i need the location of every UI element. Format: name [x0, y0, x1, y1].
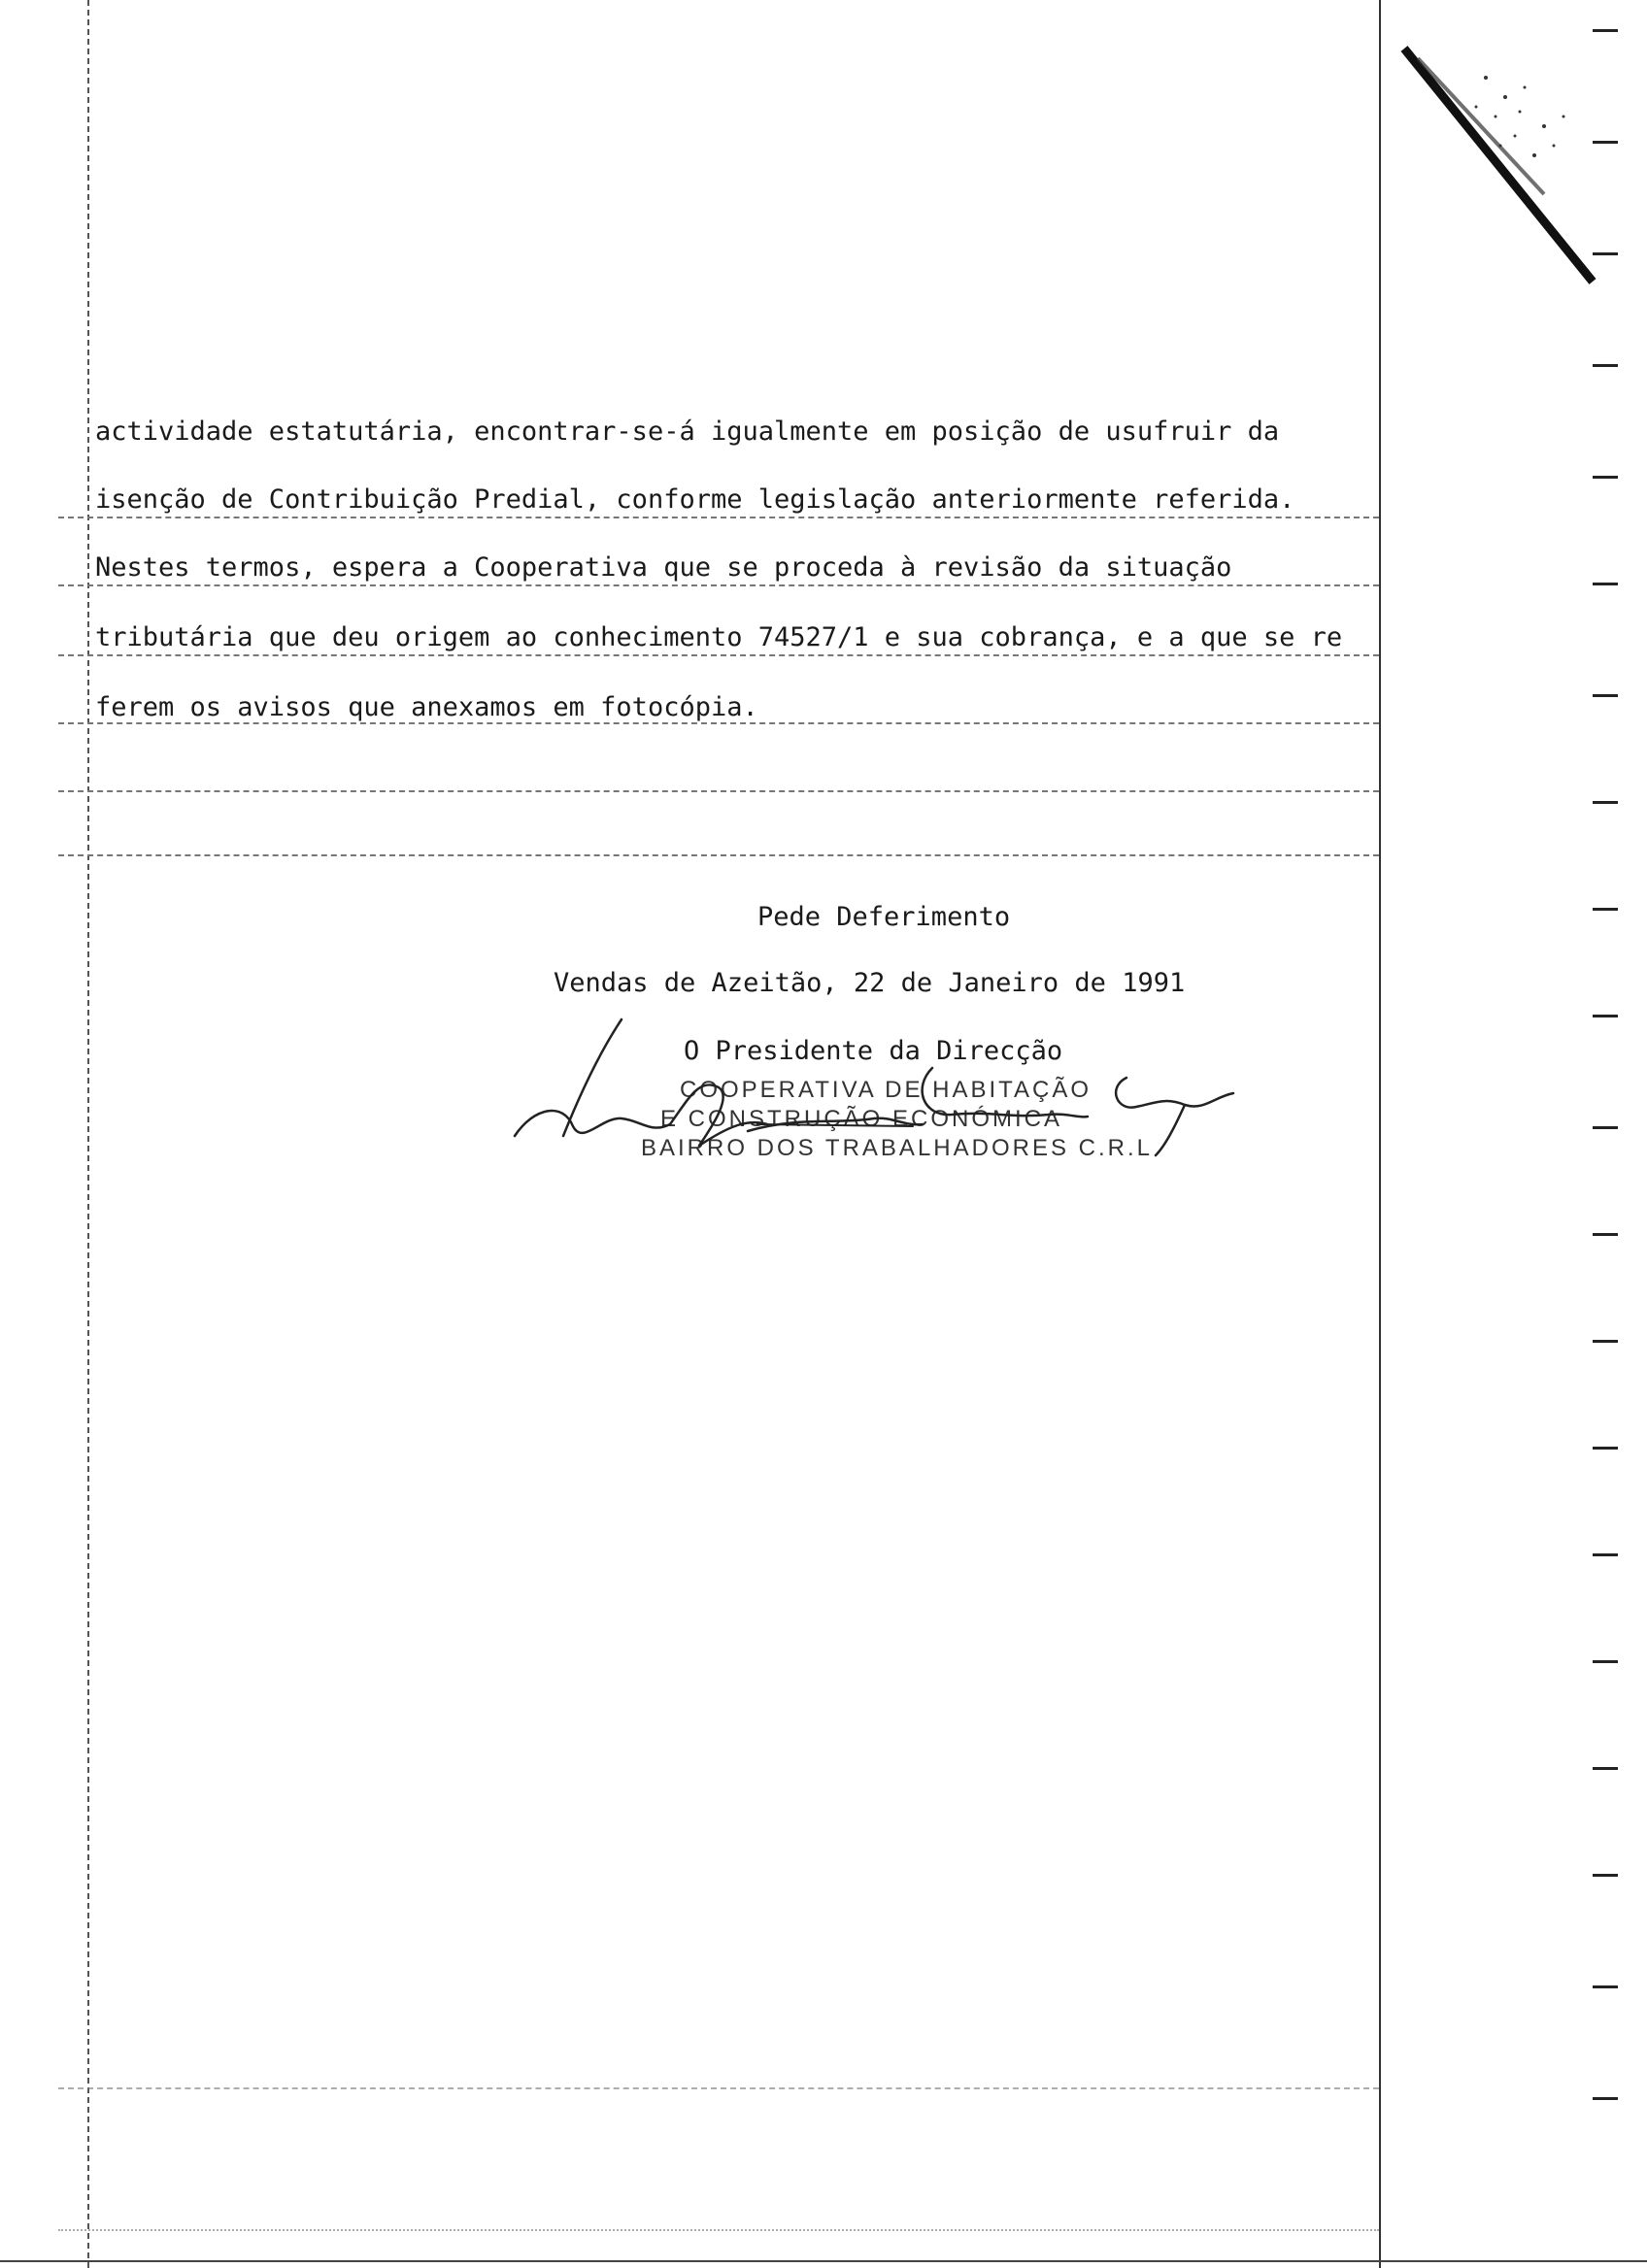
- ruled-line: [58, 2087, 1379, 2089]
- edge-tick: [1593, 1233, 1618, 1236]
- ruled-line: [58, 722, 1379, 724]
- edge-tick: [1593, 252, 1618, 255]
- edge-tick: [1593, 1767, 1618, 1770]
- edge-tick: [1593, 1015, 1618, 1017]
- stamp-line-2: E CONSTRUÇÃO ECONÓMICA: [660, 1106, 1063, 1132]
- ruled-line: [58, 854, 1379, 856]
- ruled-line: [58, 584, 1379, 586]
- edge-tick: [1593, 801, 1618, 804]
- edge-tick: [1593, 29, 1618, 32]
- edge-tick: [1593, 1874, 1618, 1877]
- edge-tick: [1593, 1126, 1618, 1129]
- left-margin-line: [87, 0, 89, 2268]
- edge-tick: [1593, 1447, 1618, 1450]
- edge-tick: [1593, 476, 1618, 479]
- edge-tick: [1593, 141, 1618, 144]
- closing-formula: Pede Deferimento: [757, 902, 1011, 932]
- right-margin-line: [1379, 0, 1381, 2268]
- edge-tick: [1593, 1660, 1618, 1663]
- edge-tick: [1593, 2097, 1618, 2100]
- stamp-line-1: COOPERATIVA DE HABITAÇÃO: [680, 1077, 1092, 1103]
- bottom-edge-line: [0, 2260, 1647, 2262]
- paragraph-line-5: ferem os avisos que anexamos em fotocópia.: [95, 692, 758, 722]
- edge-tick: [1593, 694, 1618, 697]
- paragraph-line-2: isenção de Contribuição Predial, conforme legislação anteriormente referida.: [95, 484, 1295, 515]
- edge-tick: [1593, 1340, 1618, 1343]
- edge-tick: [1593, 1985, 1618, 1988]
- ruled-line: [58, 790, 1379, 792]
- edge-tick: [1593, 1553, 1618, 1556]
- signatory-title: O Presidente da Direcção: [684, 1036, 1063, 1066]
- ruled-line: [58, 517, 1379, 518]
- paragraph-line-4: tributária que deu origem ao conhecimento 74527/1 e sua cobrança, e a que se re: [95, 622, 1343, 652]
- ruled-line: [58, 654, 1379, 656]
- edge-tick: [1593, 908, 1618, 911]
- handwritten-signature: [505, 1010, 1243, 1184]
- paragraph-line-3: Nestes termos, espera a Cooperativa que se proceda à revisão da situação: [95, 552, 1232, 583]
- stamp-line-3: BAIRRO DOS TRABALHADORES C.R.L: [641, 1135, 1153, 1161]
- edge-tick: [1593, 364, 1618, 367]
- place-and-date: Vendas de Azeitão, 22 de Janeiro de 1991: [554, 968, 1186, 998]
- paragraph-line-1: actividade estatutária, encontrar-se-á igualmente em posição de usufruir da: [95, 417, 1280, 447]
- edge-tick: [1593, 583, 1618, 585]
- ruled-line: [58, 2229, 1379, 2231]
- corner-fold-mark: [1398, 19, 1612, 291]
